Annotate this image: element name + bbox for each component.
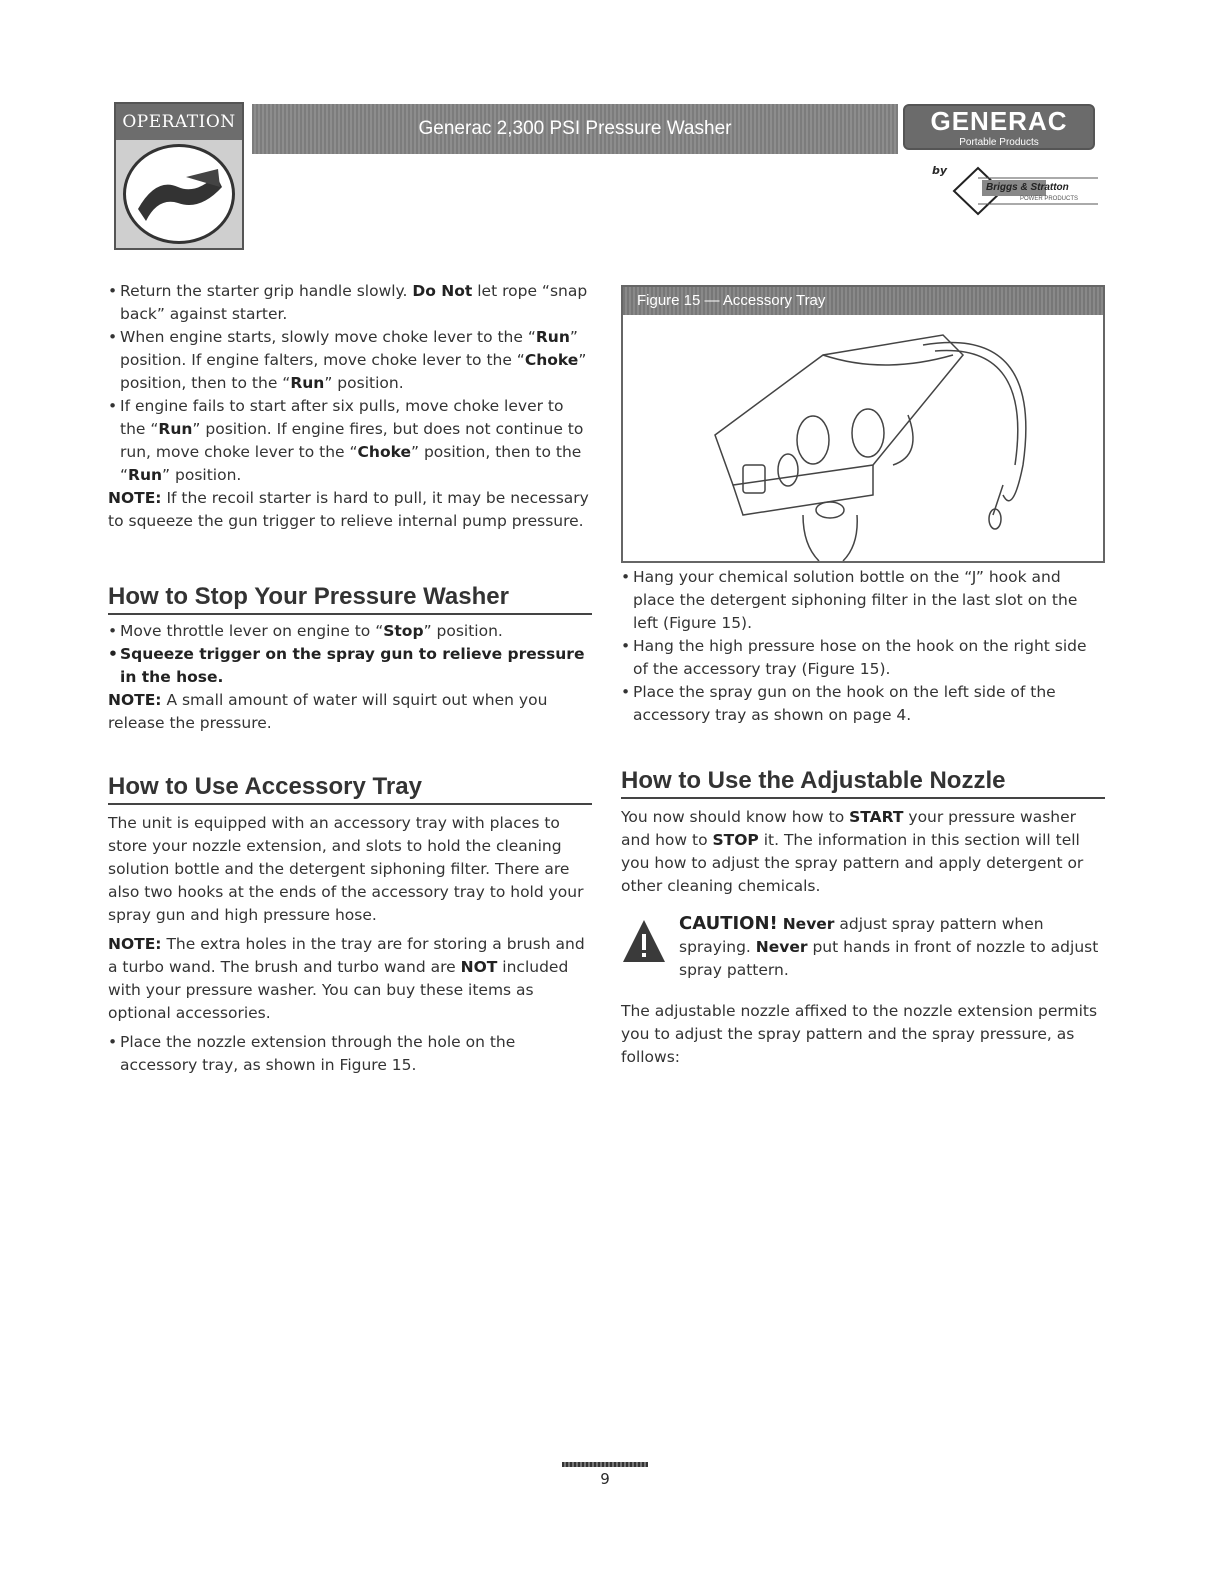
stop-bullet-2: • Squeeze trigger on the spray gun to relieve pressure in the hose.: [108, 643, 592, 689]
warning-triangle-icon: [621, 918, 667, 964]
tray-section: [108, 812, 592, 1077]
note-extra-holes: NOTE: The extra holes in the tray are for storing a brush and a turbo wand. The brush and turbo wand are NOT included with your pressure washer. You can buy these items as optional accessories.: [108, 935, 585, 1022]
nozzle-final-paragraph: The adjustable nozzle affixed to the nozzle extension permits you to adjust the spray pattern and the spray pressure, as follows:: [621, 1002, 1098, 1066]
figure-bullet-3: • Place the spray gun on the hook on the left side of the accessory tray as shown on page 4.: [621, 681, 1105, 727]
by-label: by: [932, 164, 948, 177]
tray-bullet: • Place the nozzle extension through the hole on the accessory tray, as shown in Figure 15.: [108, 1031, 592, 1077]
figure-title: Figure 15 — Accessory Tray: [623, 287, 1103, 315]
title-bar: [252, 104, 898, 154]
tray-paragraph: The unit is equipped with an accessory tray with places to store your nozzle extension, and slots to hold the cleaning solution bottle and the detergent siphoning filter. There are also two hooks at the ends of the accessory tray to hold your spray gun and high pressure hose.: [108, 814, 584, 924]
partner-name: Briggs & Stratton: [986, 182, 1069, 193]
left-column: [108, 280, 592, 533]
section-label: OPERATION: [116, 104, 242, 140]
brand-subtitle: Portable Products: [959, 137, 1039, 148]
figure-bullet-1: • Hang your chemical solution bottle on the “J” hook and place the detergent siphoning filter in the last slot on the left (Figure 15).: [621, 566, 1105, 635]
note-recoil: NOTE: If the recoil starter is hard to pull, it may be necessary to squeeze the gun trigger to relieve internal pump pressure.: [108, 489, 589, 530]
intro-bullet-1: • Return the starter grip handle slowly. Do Not let rope “snap back” against starter.: [108, 280, 592, 326]
figure-15: [621, 285, 1105, 563]
note-squirt: NOTE: A small amount of water will squirt out when you release the pressure.: [108, 691, 548, 732]
partner-logo: [952, 164, 1102, 218]
stop-section: [108, 620, 592, 735]
operation-icon: [123, 144, 235, 244]
stop-bullet-1: • Move throttle lever on engine to “Stop” position.: [108, 620, 592, 643]
section-badge: [114, 102, 244, 250]
intro-bullet-3: • If engine fails to start after six pulls, move choke lever to the “Run” position. If engine fires, but does not continue to run, move choke lever to the “Choke” position, then to the “Run” position.: [108, 395, 592, 487]
nozzle-section: [621, 806, 1105, 898]
document-title: Generac 2,300 PSI Pressure Washer: [418, 118, 732, 139]
caution-text: CAUTION! Never adjust spray pattern when spraying. Never put hands in front of nozzle to adjust spray pattern.: [679, 913, 1099, 979]
brand-logo: [903, 104, 1095, 150]
page-number-mark: [562, 1462, 648, 1467]
nozzle-intro: You now should know how to START your pressure washer and how to STOP it. The information in this section will tell you how to adjust the spray pattern and apply detergent or other cleaning chemicals.: [621, 808, 1084, 895]
figure-bullet-2: • Hang the high pressure hose on the hook on the right side of the accessory tray (Figure 15).: [621, 635, 1105, 681]
brand-name: GENERAC: [930, 106, 1068, 136]
heading-tray: How to Use Accessory Tray: [108, 773, 592, 805]
heading-stop: How to Stop Your Pressure Washer: [108, 583, 592, 615]
figure-bullets: [621, 566, 1105, 727]
nozzle-final: [621, 1000, 1105, 1069]
partner-subtitle: POWER PRODUCTS: [1020, 196, 1079, 202]
intro-bullet-2: • When engine starts, slowly move choke lever to the “Run” position. If engine falters, move choke lever to the “Choke” position, then to the “Run” position.: [108, 326, 592, 395]
caution-box: [621, 912, 1105, 992]
page-number: 9: [600, 1470, 610, 1488]
heading-nozzle: How to Use the Adjustable Nozzle: [621, 767, 1105, 799]
accessory-tray-illustration: [623, 315, 1103, 561]
